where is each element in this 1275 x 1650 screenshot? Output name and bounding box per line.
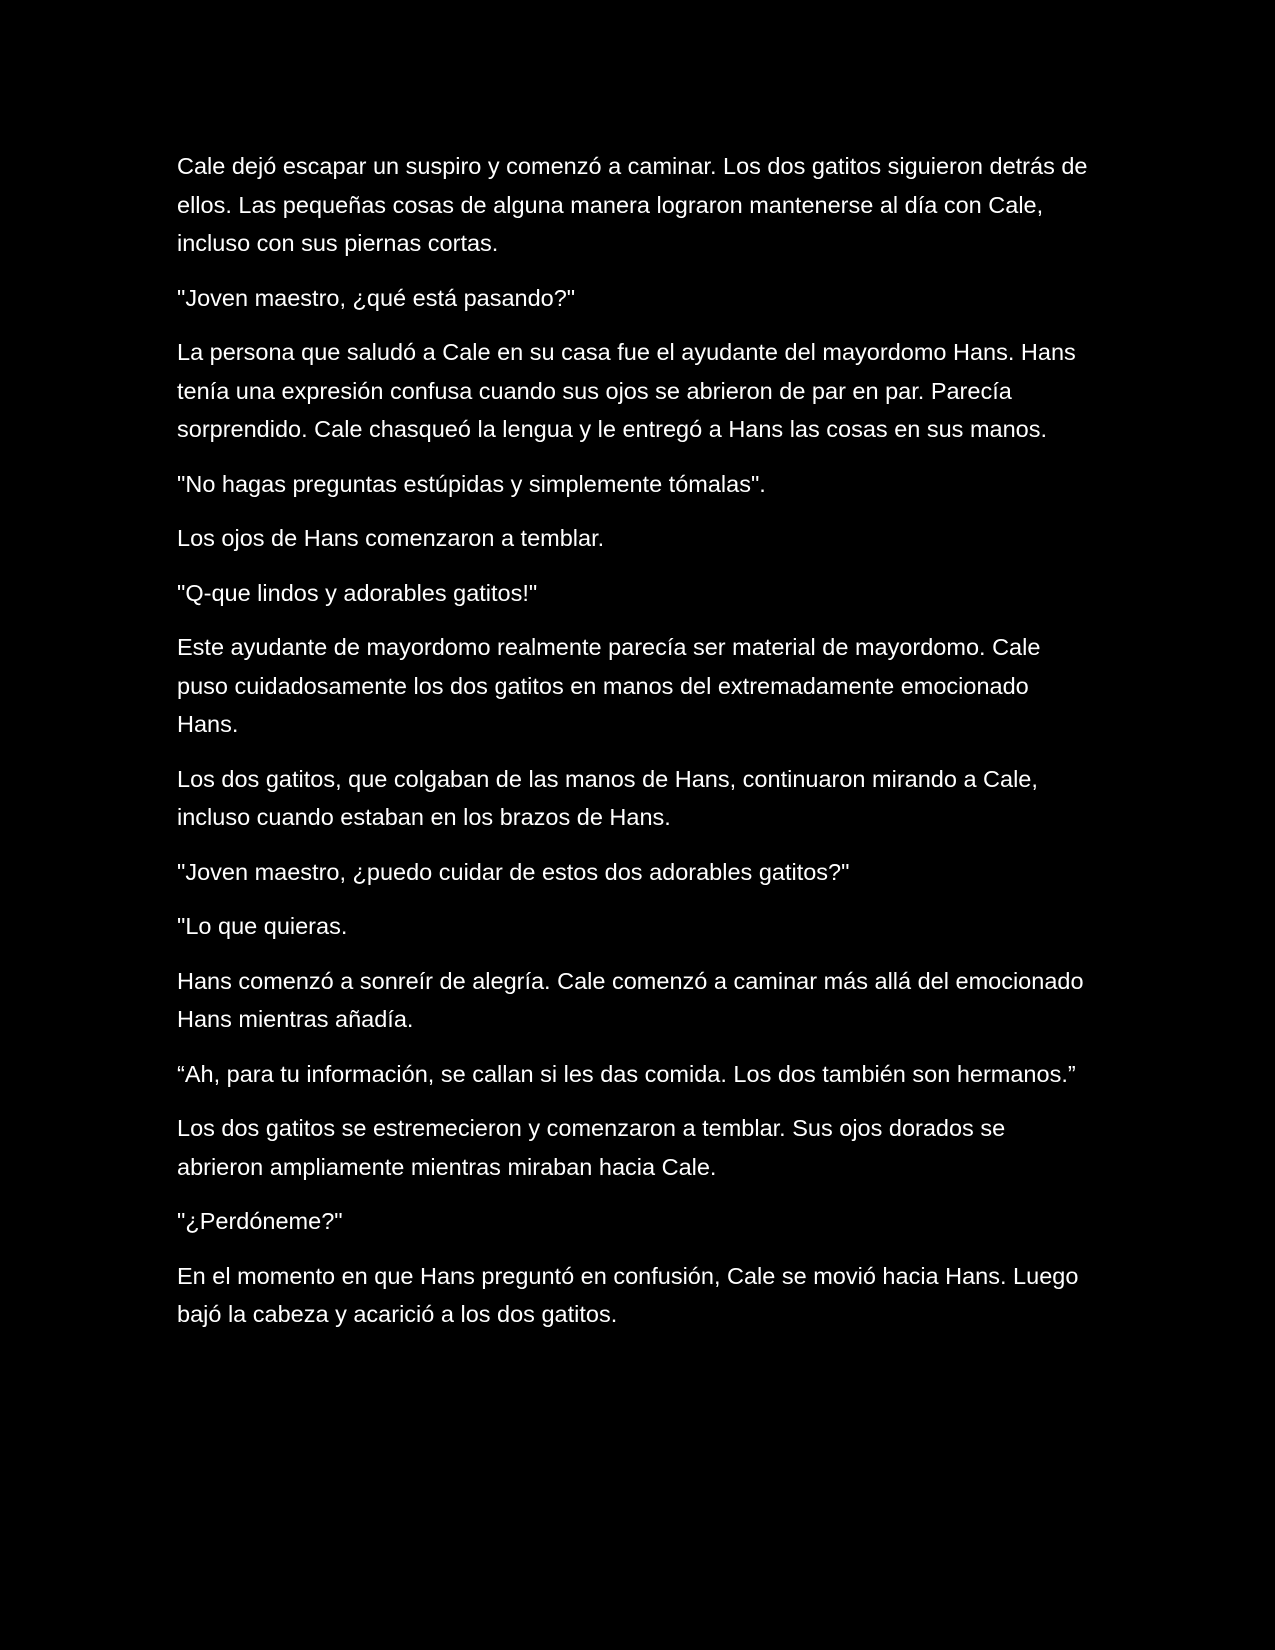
paragraph-9: "Joven maestro, ¿puedo cuidar de estos dos adorables gatitos?" bbox=[177, 858, 850, 885]
paragraph-5: Los ojos de Hans comenzaron a temblar. bbox=[177, 525, 605, 551]
paragraph-1: Cale dejó escapar un suspiro y comenzó a caminar. Los dos gatitos siguieron detrás de ellos. Las pequeñas cosas de alguna manera lograron mantenerse al día con Cale, incluso con sus piernas cortas. bbox=[177, 153, 1088, 256]
paragraph-14: "¿Perdóneme?" bbox=[177, 1208, 343, 1234]
paragraph-8: Los dos gatitos, que colgaban de las manos de Hans, continuaron mirando a Cale, incluso cuando estaban en los brazos de Hans. bbox=[177, 765, 1038, 830]
paragraph-12: “Ah, para tu información, se callan si les das comida. Los dos también son hermanos.” bbox=[177, 1060, 1076, 1087]
paragraph-10: "Lo que quieras. bbox=[177, 913, 348, 939]
paragraph-4: "No hagas preguntas estúpidas y simplemente tómalas". bbox=[177, 470, 766, 497]
paragraph-11: Hans comenzó a sonreír de alegría. Cale comenzó a caminar más allá del emocionado Hans mientras añadía. bbox=[177, 967, 1084, 1032]
body-text bbox=[177, 147, 1092, 1350]
paragraph-15: En el momento en que Hans preguntó en confusión, Cale se movió hacia Hans. Luego bajó la cabeza y acarició a los dos gatitos. bbox=[177, 1262, 1079, 1327]
paragraph-3: La persona que saludó a Cale en su casa fue el ayudante del mayordomo Hans. Hans tenía una expresión confusa cuando sus ojos se abrieron de par en par. Parecía sorprendido. Cale chasqueó la lengua y le entregó a Hans las cosas en sus manos. bbox=[177, 339, 1076, 442]
paragraph-2: "Joven maestro, ¿qué está pasando?" bbox=[177, 284, 576, 311]
paragraph-6: "Q-que lindos y adorables gatitos!" bbox=[177, 579, 538, 606]
paragraph-13: Los dos gatitos se estremecieron y comenzaron a temblar. Sus ojos dorados se abrieron ampliamente mientras miraban hacia Cale. bbox=[177, 1115, 1006, 1180]
paragraph-7: Este ayudante de mayordomo realmente parecía ser material de mayordomo. Cale puso cuidadosamente los dos gatitos en manos del extremadamente emocionado Hans. bbox=[177, 634, 1041, 737]
